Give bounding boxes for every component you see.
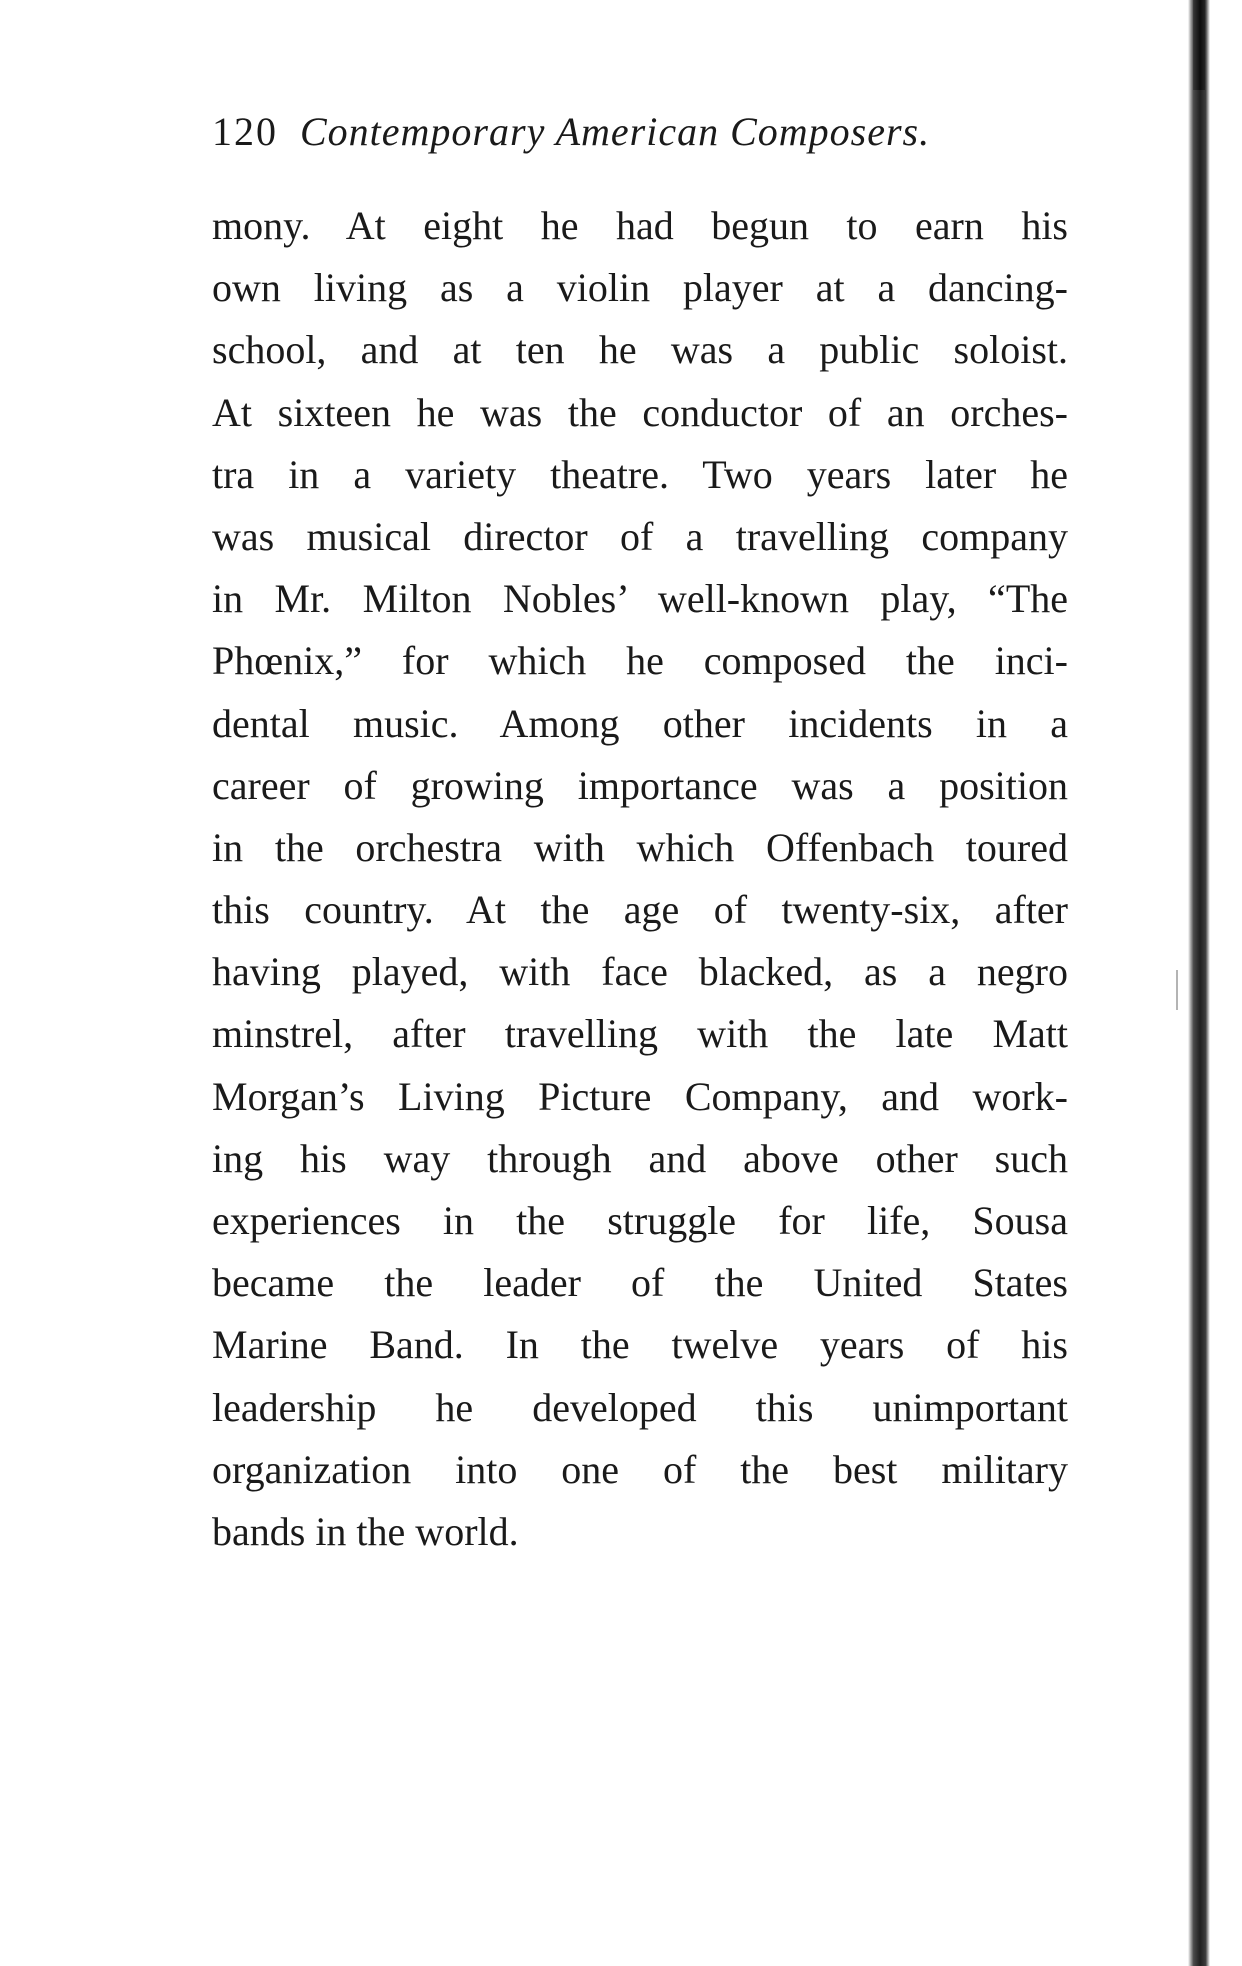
text-line-last: bands in the world. [212,1508,519,1554]
text-line: At sixteen he was the conductor of an orches- [212,389,1068,435]
scan-margin-mark [1176,970,1178,1010]
text-line: in Mr. Milton Nobles’ well-known play, “The [212,576,1068,622]
text-line: organization into one of the best military [212,1446,1068,1492]
text-line: Morgan’s Living Picture Company, and work- [212,1073,1068,1119]
text-line: having played, with face blacked, as a negro [212,949,1068,995]
text-line: became the leader of the United States [212,1260,1068,1306]
binding-edge-shadow [1188,0,1210,1966]
text-line: Marine Band. In the twelve years of his [212,1322,1068,1368]
text-line: this country. At the age of twenty-six, after [212,887,1068,933]
body-paragraph [212,195,1068,1563]
text-line: minstrel, after travelling with the late Matt [212,1011,1068,1057]
text-line: leadership he developed this unimportant [212,1384,1068,1430]
text-line: dental music. Among other incidents in a [212,700,1068,746]
text-line: career of growing importance was a position [212,762,1068,808]
text-line: in the orchestra with which Offenbach toured [212,824,1068,870]
text-line: own living as a violin player at a dancing- [212,265,1068,311]
text-line: school, and at ten he was a public soloist. [212,327,1068,373]
book-title: Contemporary American Composers. [300,109,931,154]
text-line: tra in a variety theatre. Two years later he [212,451,1068,497]
text-line: ing his way through and above other such [212,1135,1068,1181]
page-number: 120 [212,109,278,154]
running-head [212,102,1072,162]
text-line: Phœnix,” for which he composed the inci- [212,638,1068,684]
text-line: experiences in the struggle for life, Sousa [212,1198,1068,1243]
text-line: was musical director of a travelling company [212,513,1068,559]
text-line: mony. At eight he had begun to earn his [212,203,1068,248]
